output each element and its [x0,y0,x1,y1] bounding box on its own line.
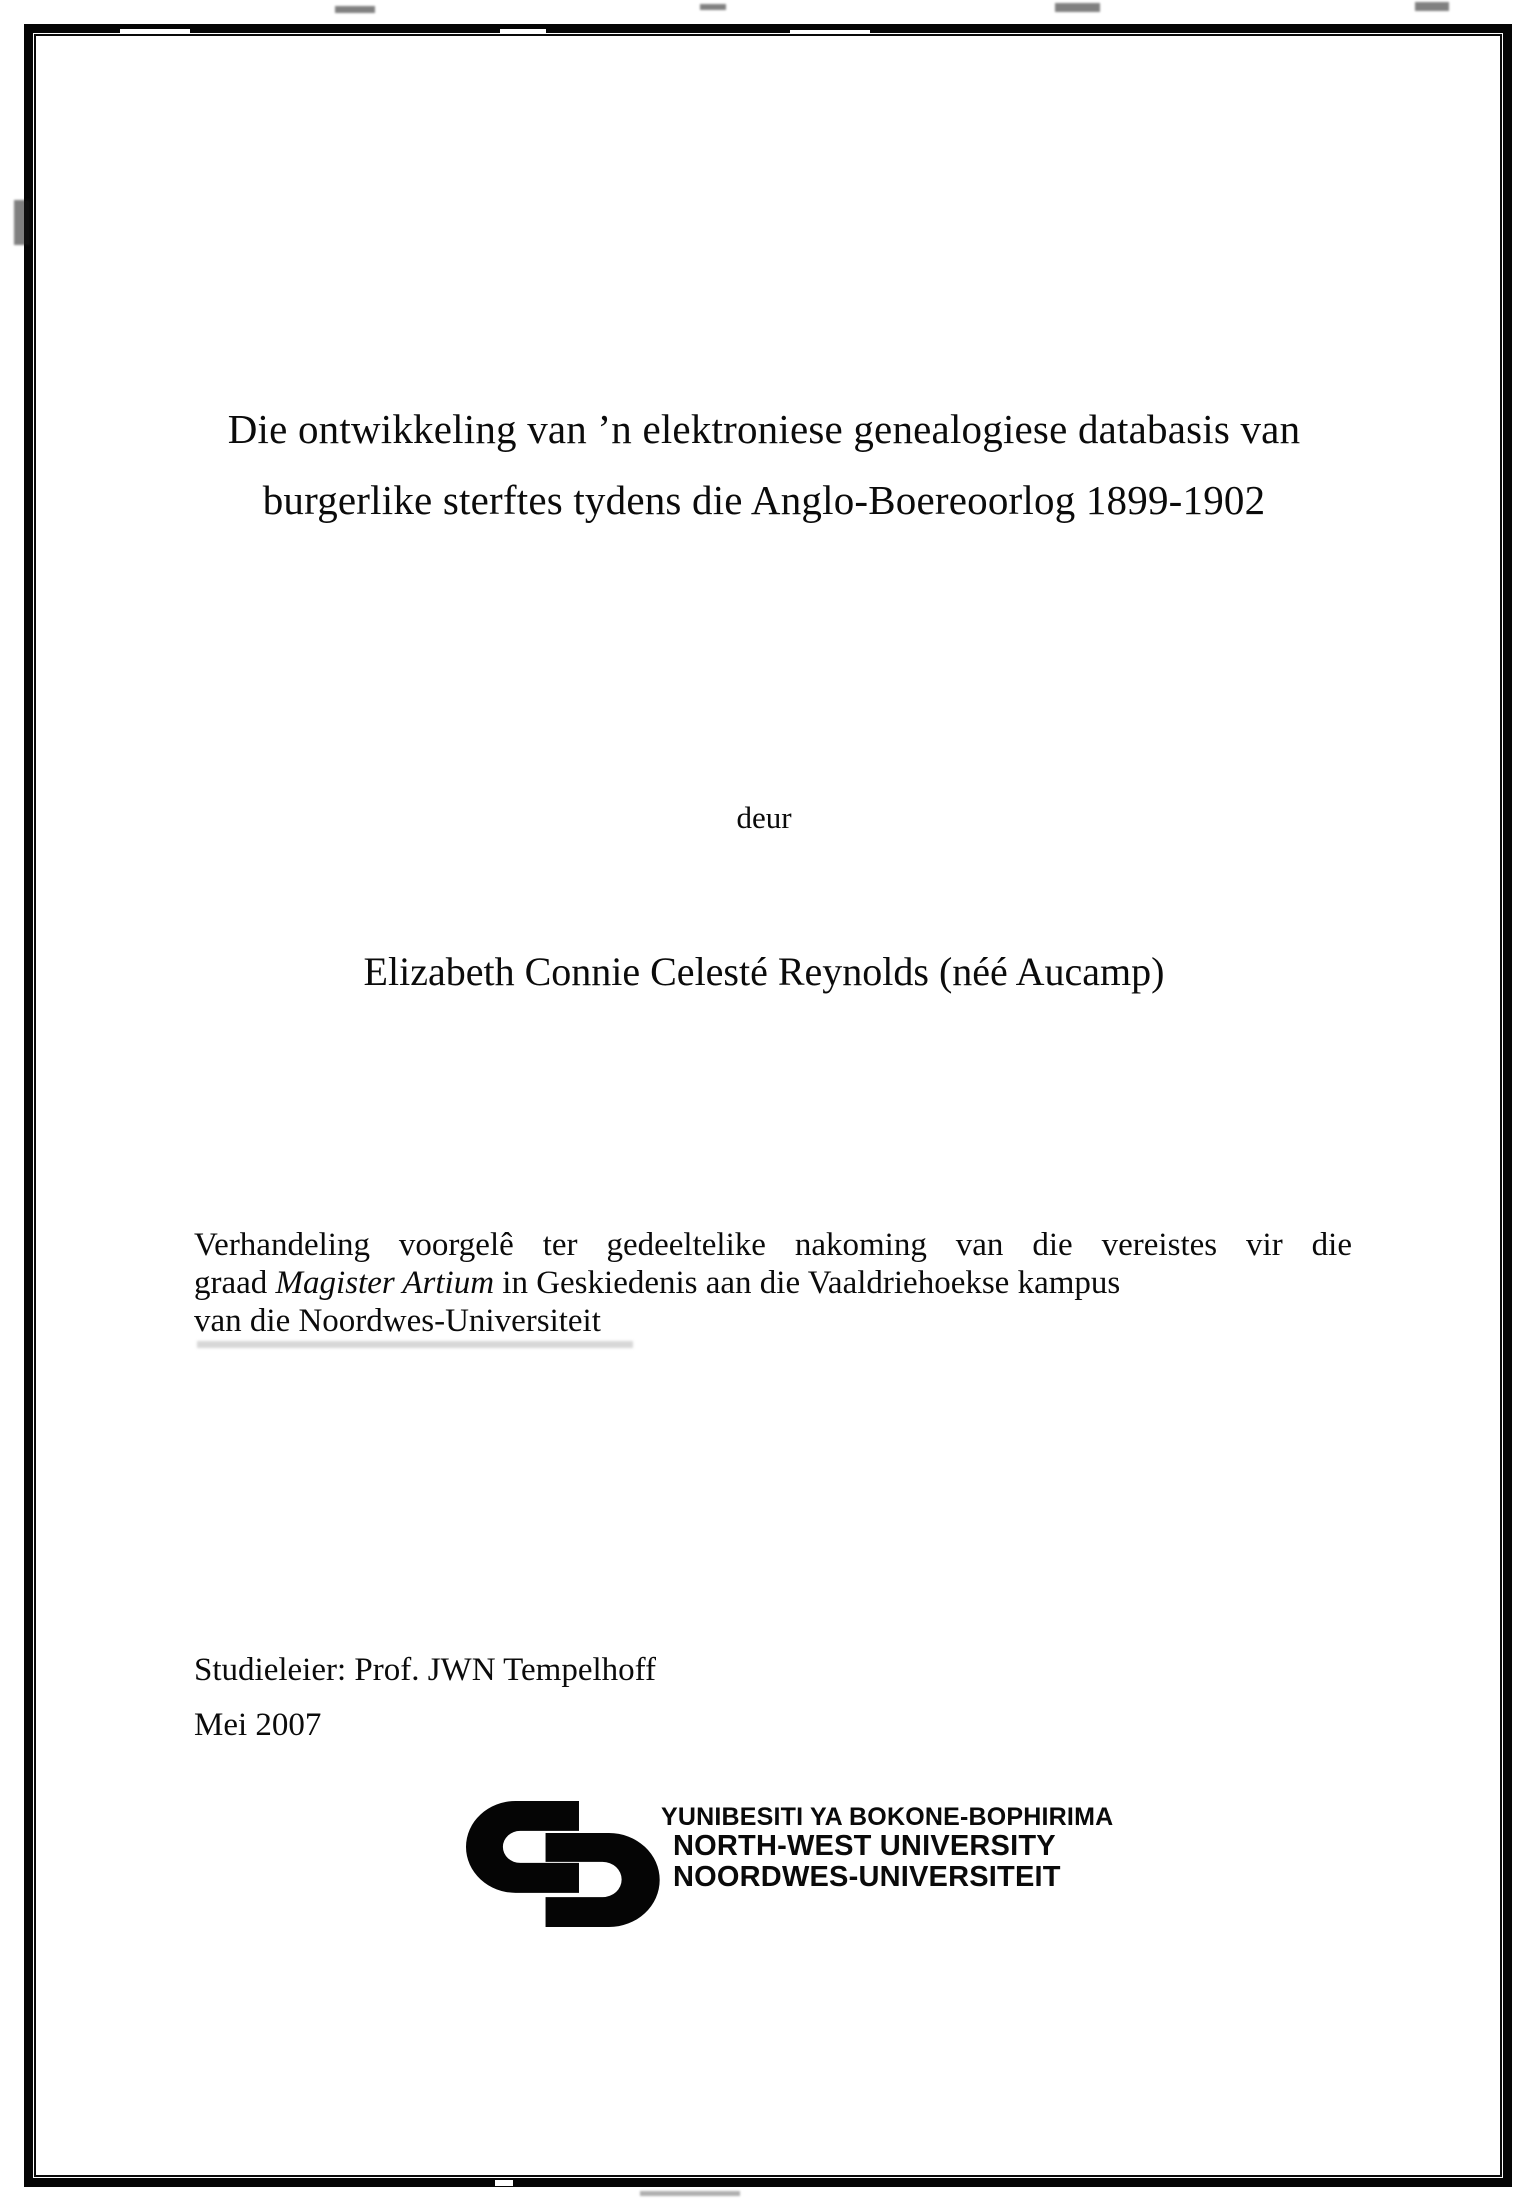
scan-artifact [1055,3,1100,12]
degree-statement-line-2-pre: graad [194,1265,276,1301]
logo-line-setswana: YUNIBESITI YA BOKONE-BOPHIRIMA [661,1803,1114,1831]
supervisor-and-date [194,1643,656,1753]
thesis-title-line-1: Die ontwikkeling van ’n elektroniese genealogiese databasis van [227,406,1301,452]
supervisor-line: Studieleier: Prof. JWN Tempelhoff [194,1652,657,1688]
scan-artifact [700,4,726,10]
logo-line-afrikaans: NOORDWES-UNIVERSITEIT [673,1861,1061,1893]
byline: deur [736,800,792,835]
degree-statement [194,1226,1352,1340]
date-line: Mei 2007 [194,1707,322,1743]
degree-statement-line-1: Verhandeling voorgelê ter gedeeltelike nakoming van die vereistes vir die [194,1227,1352,1263]
university-logo-wordmark [661,1803,1113,1893]
scan-ghost-artifact [197,1341,633,1348]
author-name: Elizabeth Connie Celesté Reynolds (néé Aucamp) [363,949,1165,994]
scan-artifact [1415,2,1449,11]
scan-artifact [640,2191,740,2196]
interlocking-links-icon [466,1801,662,1927]
thesis-title [184,394,1344,536]
logo-line-english: NORTH-WEST UNIVERSITY [673,1830,1056,1862]
thesis-title-line-2: burgerlike sterftes tydens die Anglo-Boereoorlog 1899-1902 [262,477,1266,523]
degree-name-italic: Magister Artium [275,1265,495,1301]
degree-statement-line-2-post: in Geskiedenis aan die Vaaldriehoekse kampus [494,1265,1121,1301]
degree-statement-line-3: van die Noordwes-Universiteit [194,1303,601,1339]
scan-artifact [335,6,375,13]
degree-statement-line-2 [194,1264,1352,1302]
